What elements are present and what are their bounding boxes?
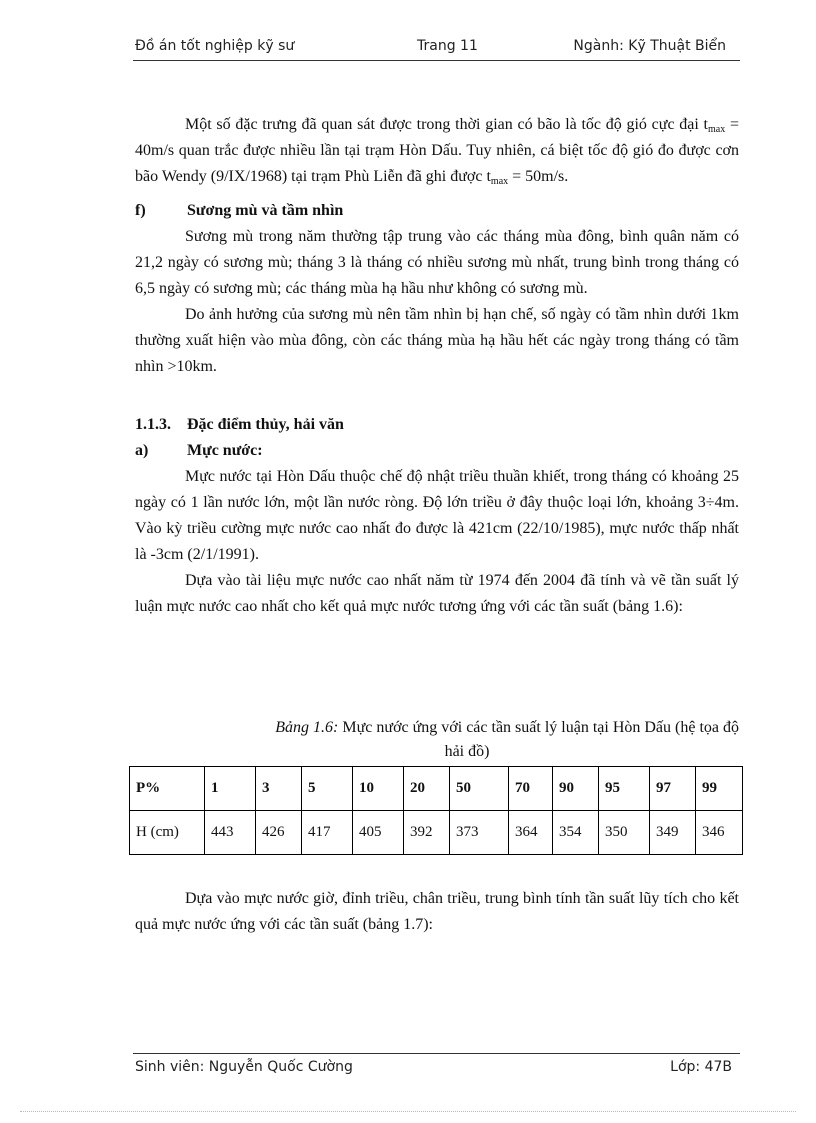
table-cell: 5 [302,767,353,811]
table-cell: 99 [696,767,743,811]
table-cell: 70 [509,767,553,811]
table-cell: 95 [599,767,650,811]
table-cell: 426 [256,811,302,855]
table-caption [135,716,739,764]
page-header [133,38,740,61]
paragraph-frequency: Dựa vào tài liệu mực nước cao nhất năm từ 1974 đến 2004 đã tính và vẽ tần suất lý luận mực nước cao nhất cho kết quả mực nước tương ứng với các tần suất (bảng 1.6): [135,572,739,615]
para1-a: Một số đặc trưng đã quan sát được trong thời gian có bão là tốc độ gió cực đại t [185,116,709,133]
table-cell: 364 [509,811,553,855]
table-cell: 443 [205,811,256,855]
caption-label: Bảng 1.6: [275,719,339,736]
table-cell: 3 [256,767,302,811]
section-113-title: Đặc điểm thủy, hải văn [187,416,344,433]
footer-class: Lớp: 47B [670,1059,732,1075]
caption-line2: hải đồ) [444,743,490,760]
table-header-row [130,767,743,811]
table-cell: 90 [553,767,599,811]
table-cell: 392 [404,811,450,855]
table-cell: 417 [302,811,353,855]
table-cell: H (cm) [130,811,205,855]
section-heading-113 [135,412,739,438]
paragraph-water-level: Mực nước tại Hòn Dấu thuộc chế độ nhật triều thuần khiết, trong tháng có khoảng 25 ngày có 1 lần nước lớn, một lần nước ròng. Độ lớn triều ở đây thuộc loại lớn, khoảng 3÷4m. Vào kỳ triều cường mực nước cao nhất đo được là 421cm (22/10/1985), mực nước thấp nhất là -3cm (2/1/1991). [135,468,739,563]
body-block-2 [135,886,739,938]
table-cell: 10 [353,767,404,811]
table-cell: 346 [696,811,743,855]
frequency-table [129,766,743,855]
table-cell: 354 [553,811,599,855]
page-bottom-divider [20,1111,796,1112]
header-right: Ngành: Kỹ Thuật Biển [573,38,726,54]
para1-sub1: max [708,124,726,135]
para1-c: = 50m/s. [508,168,569,185]
paragraph-wind [135,112,739,190]
section-f-title: Sương mù và tầm nhìn [187,202,344,219]
caption-text: Mực nước ứng với các tần suất lý luận tại Hòn Dấu (hệ tọa độ [338,719,739,736]
body-block-1 [135,112,739,620]
para1-sub2: max [490,176,509,187]
table-cell: 1 [205,767,256,811]
paragraph-visibility: Do ảnh hưởng của sương mù nên tầm nhìn bị hạn chế, số ngày có tầm nhìn dưới 1km thường xuất hiện vào mùa đông, còn các tháng mùa hạ hầu hết các ngày trong tháng có tầm nhìn >10km. [135,306,739,375]
table-row [130,811,743,855]
table-cell: 349 [650,811,696,855]
section-heading-f [135,198,739,224]
section-heading-a [135,438,739,464]
section-a-title: Mực nước: [187,442,263,459]
header-page-number: Trang 11 [417,38,478,54]
paragraph-cumulative: Dựa vào mực nước giờ, đỉnh triều, chân triều, trung bình tính tần suất lũy tích cho kết quả mực nước ứng với các tần suất (bảng 1.7): [135,890,739,933]
section-f-number: f) [135,202,146,219]
table-cell: 350 [599,811,650,855]
section-113-number: 1.1.3. [135,416,171,433]
paragraph-fog: Sương mù trong năm thường tập trung vào các tháng mùa đông, bình quân năm có 21,2 ngày có sương mù; tháng 3 là tháng có nhiều sương mù nhất, trung bình trong tháng có 6,5 ngày có sương mù; các tháng mùa hạ hầu như không có sương mù. [135,228,739,297]
footer-student: Sinh viên: Nguyễn Quốc Cường [135,1059,353,1075]
section-a-number: a) [135,442,149,459]
table-cell: 50 [450,767,509,811]
table-cell: 373 [450,811,509,855]
header-left: Đồ án tốt nghiệp kỹ sư [135,38,295,54]
table-cell: P% [130,767,205,811]
table-cell: 405 [353,811,404,855]
table-cell: 97 [650,767,696,811]
para1-b: = 40m/s quan trắc được nhiều lần tại trạm Hòn Dấu. Tuy nhiên, cá biệt tốc độ gió đo được cơn bão Wendy (9/IX/1968) tại trạm Phù Liễn đã ghi được t [135,116,739,185]
table-cell: 20 [404,767,450,811]
page-footer [133,1053,740,1080]
